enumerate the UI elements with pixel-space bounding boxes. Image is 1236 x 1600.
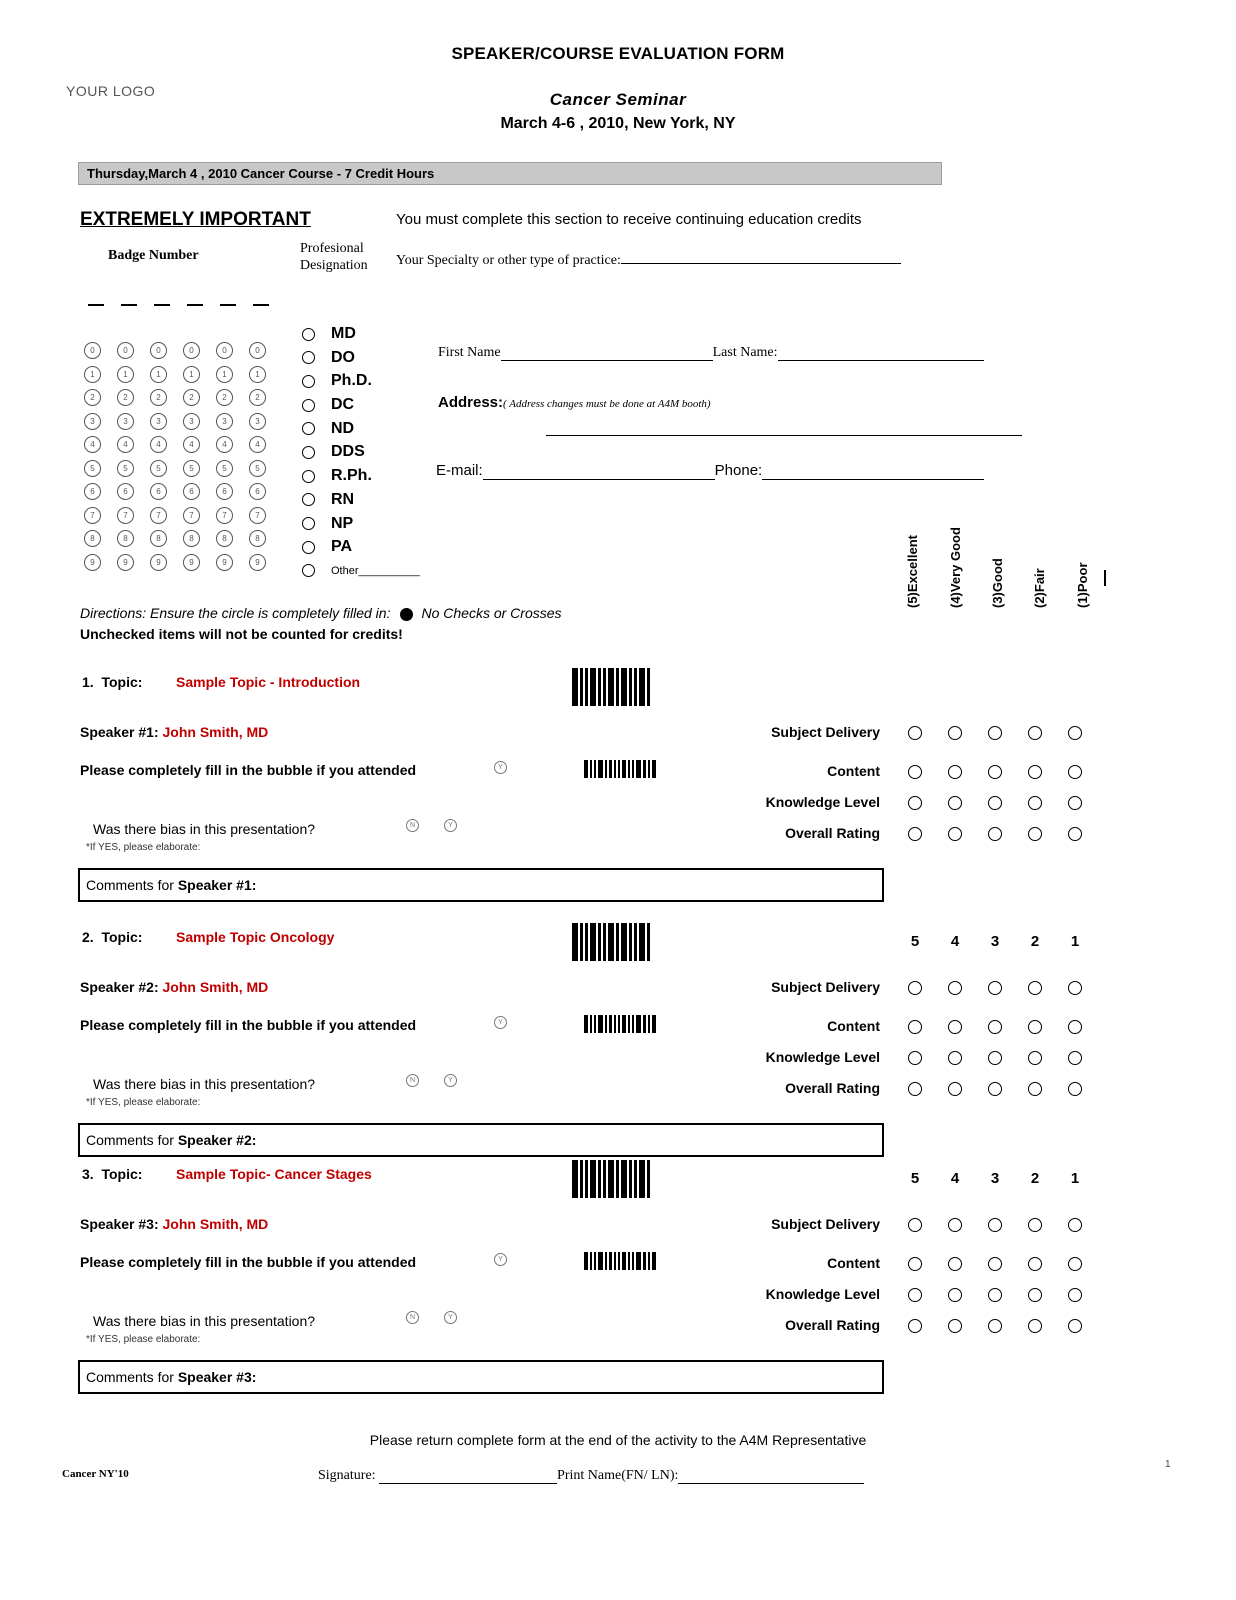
rating-row-label: Overall Rating bbox=[785, 1080, 880, 1096]
comments-box[interactable] bbox=[78, 1123, 884, 1157]
rating-bubble[interactable] bbox=[908, 796, 922, 810]
print-name-label: Print Name(FN/ LN): bbox=[557, 1468, 679, 1483]
designation-label: PA bbox=[331, 538, 353, 556]
rating-row-bubbles[interactable] bbox=[908, 1020, 1108, 1039]
rating-bubble[interactable] bbox=[988, 1319, 1002, 1333]
designation-label: DC bbox=[331, 396, 355, 414]
badge-digit-row bbox=[84, 340, 282, 364]
rating-row-bubbles[interactable] bbox=[908, 1082, 1108, 1101]
rating-number-row: 5 4 3 2 1 bbox=[910, 933, 1080, 950]
email-label: E-mail: bbox=[436, 462, 483, 479]
badge-digit-row bbox=[84, 364, 282, 388]
rating-bubble[interactable] bbox=[1068, 1051, 1082, 1065]
topic-title: Sample Topic Oncology bbox=[176, 929, 335, 945]
badge-digit-bubble[interactable]: 4 bbox=[150, 436, 167, 453]
badge-digit-bubble[interactable]: 1 bbox=[216, 366, 233, 383]
phone-input[interactable] bbox=[762, 467, 984, 480]
rating-row-label: Subject Delivery bbox=[771, 979, 880, 995]
directions-line-1 bbox=[80, 605, 562, 621]
topic-title: Sample Topic - Introduction bbox=[176, 674, 361, 690]
rating-bubble[interactable] bbox=[1028, 1051, 1042, 1065]
badge-dash bbox=[187, 304, 203, 306]
last-name-input[interactable] bbox=[778, 348, 984, 361]
bias-note: *If YES, please elaborate: bbox=[86, 1334, 201, 1345]
rating-row-bubbles[interactable] bbox=[908, 726, 1108, 745]
rating-bubble[interactable] bbox=[948, 827, 962, 841]
no-checks-text: No Checks or Crosses bbox=[421, 605, 562, 621]
prof-desig-line2: Designation bbox=[300, 258, 368, 273]
badge-digit-bubble[interactable]: 8 bbox=[150, 530, 167, 547]
badge-digit-bubble[interactable]: 1 bbox=[183, 366, 200, 383]
rating-bubble[interactable] bbox=[948, 981, 962, 995]
rating-row-label: Content bbox=[827, 1018, 880, 1034]
badge-digit-bubble[interactable]: 5 bbox=[216, 460, 233, 477]
designation-label: Other__________ bbox=[331, 564, 420, 577]
rating-bubble[interactable] bbox=[1068, 765, 1082, 779]
rating-bubble[interactable] bbox=[988, 796, 1002, 810]
badge-digit-bubble[interactable]: 2 bbox=[84, 389, 101, 406]
rating-bubble[interactable] bbox=[948, 1082, 962, 1096]
badge-digit-bubble[interactable]: 5 bbox=[84, 460, 101, 477]
speaker-line: Speaker #1: John Smith, MD bbox=[80, 724, 269, 740]
print-name-input[interactable] bbox=[678, 1471, 864, 1484]
comments-label: Comments for Speaker #3: bbox=[86, 1369, 257, 1385]
attended-yes-bubble[interactable]: Y bbox=[494, 1016, 507, 1029]
comments-box[interactable] bbox=[78, 868, 884, 902]
rating-row-bubbles[interactable] bbox=[908, 1319, 1108, 1338]
first-name-label: First Name bbox=[438, 345, 501, 360]
badge-digit-row bbox=[84, 387, 282, 411]
badge-digit-bubble[interactable]: 1 bbox=[249, 366, 266, 383]
rating-row-label: Knowledge Level bbox=[765, 1286, 880, 1302]
badge-digit-bubble[interactable]: 7 bbox=[84, 507, 101, 524]
designation-radio-icon[interactable] bbox=[302, 493, 315, 506]
badge-dash bbox=[154, 304, 170, 306]
signature-row bbox=[318, 1468, 864, 1484]
designation-option-pa[interactable] bbox=[302, 538, 420, 562]
badge-digit-bubble[interactable]: 0 bbox=[216, 342, 233, 359]
directions-text: Directions: Ensure the circle is completely filled in: bbox=[80, 605, 391, 621]
rating-bubble[interactable] bbox=[1028, 1288, 1042, 1302]
badge-digit-row bbox=[84, 458, 282, 482]
badge-digit-row bbox=[84, 505, 282, 529]
badge-digit-bubble[interactable]: 9 bbox=[84, 554, 101, 571]
badge-digit-bubble[interactable]: 5 bbox=[117, 460, 134, 477]
rating-bubble[interactable] bbox=[1068, 1218, 1082, 1232]
attended-yes-bubble[interactable]: Y bbox=[494, 761, 507, 774]
badge-digit-bubble[interactable]: 6 bbox=[150, 483, 167, 500]
phone-label: Phone: bbox=[714, 462, 763, 479]
badge-digit-bubble[interactable]: 8 bbox=[249, 530, 266, 547]
rating-row-label: Overall Rating bbox=[785, 1317, 880, 1333]
designation-radio-icon[interactable] bbox=[302, 517, 315, 530]
rating-row-bubbles[interactable] bbox=[908, 827, 1108, 846]
designation-label: NP bbox=[331, 514, 354, 532]
logo-placeholder: YOUR LOGO bbox=[66, 83, 156, 99]
rating-bubble[interactable] bbox=[908, 1020, 922, 1034]
badge-digit-bubble[interactable]: 0 bbox=[84, 342, 101, 359]
designation-option-phd[interactable] bbox=[302, 372, 420, 396]
rating-bubble[interactable] bbox=[948, 1051, 962, 1065]
course-code: Cancer NY'10 bbox=[62, 1468, 129, 1480]
bias-yes-bubble[interactable]: Y bbox=[444, 1074, 457, 1087]
rating-bubble[interactable] bbox=[908, 1288, 922, 1302]
designation-option-do[interactable] bbox=[302, 349, 420, 373]
evaluation-form-page: SPEAKER/COURSE EVALUATION FORM YOUR LOGO Cancer Seminar March 4-6 , 2010, New York, NY Thursday,March 4 , 2010 Cancer Course - 7 Credit Hours EXTREMELY IMPORTANT You must complete this section to receive continuing education credits Badge Number Profesional Designation Your Specialty or other type of practice: 0 0 0 0 0 0 1 1 1 1 1 1 2 2 2 2 2 2 3 3 3 3 3 3 4 4 4 4 4 4 5 5 5 5 5 5 6 6 6 6 6 6 7 7 7 7 7 7 8 8 8 8 8 8 9 9 9 9 9 9 MD DO Ph.D. DC ND DDS R.Ph. RN NP PA Other__________ First Name Last Name: Address:( Address changes must be done at A4M booth) E-mail: Phone: Directions: Ensure the circle is completely filled in: No Checks or Crosses Unchecked items will not be counted for credits! (5)Excellent (4)Very Good (3)Good (2)Fair (1)Poor 1. Topic: Sample Topic - Introduction Speaker #1: John Smith, MD Please completely fill in the bubble if you attended Y Was there bias in this presentation? *If YES, please elaborate: N Y Subject Delivery Content Knowledge Level Overall Rating Comments for Speaker #1: 2. Topic: Sample Topic Oncology Speaker #2: John Smith, MD Please completely fill in the bubble if you attended Y Was there bias in this presentation? *If YES, please elaborate: N Y 5 4 3 2 1 Subject Delivery Content Knowledge Level Overall Rating Comments for Speaker #2: 3. Topic: Sample Topic- Cancer Stages Speaker #3: John Smith, MD Please completely fill in the bubble if you attended Y Was there bias in this presentation? *If YES, please elaborate: N Y 5 4 3 2 1 Subject Delivery Content Knowledge Level Overall Rating Comments for Speaker #3: Please return complete form at the end of the activity to the A4M Representative Cancer NY'10 Signature: Print Name(FN/ LN): 1 bbox=[0, 0, 1236, 1600]
badge-number-bubble-grid[interactable] bbox=[84, 340, 282, 575]
rating-bubble[interactable] bbox=[1028, 765, 1042, 779]
rating-bubble[interactable] bbox=[988, 1288, 1002, 1302]
page-number: 1 bbox=[1165, 1459, 1171, 1470]
badge-digit-bubble[interactable]: 0 bbox=[117, 342, 134, 359]
designation-list[interactable] bbox=[302, 325, 420, 586]
rating-bubble[interactable] bbox=[908, 827, 922, 841]
designation-radio-icon[interactable] bbox=[302, 422, 315, 435]
rating-bubble[interactable] bbox=[1068, 827, 1082, 841]
badge-digit-bubble[interactable]: 6 bbox=[183, 483, 200, 500]
rating-bubble[interactable] bbox=[908, 1319, 922, 1333]
directions-line-2: Unchecked items will not be counted for credits! bbox=[80, 626, 403, 642]
attended-instruction: Please completely fill in the bubble if you attended bbox=[80, 1254, 417, 1270]
address-label: Address: bbox=[438, 394, 504, 411]
topic-number: 3. Topic: bbox=[82, 1166, 143, 1182]
rating-bubble[interactable] bbox=[1068, 1288, 1082, 1302]
rating-bubble[interactable] bbox=[988, 1051, 1002, 1065]
badge-digit-bubble[interactable]: 7 bbox=[249, 507, 266, 524]
badge-dash bbox=[88, 304, 104, 306]
badge-digit-bubble[interactable]: 5 bbox=[183, 460, 200, 477]
designation-option-nd[interactable] bbox=[302, 420, 420, 444]
rating-row-label: Overall Rating bbox=[785, 825, 880, 841]
rating-row-label: Content bbox=[827, 1255, 880, 1271]
rating-bubble[interactable] bbox=[948, 1218, 962, 1232]
rating-row-bubbles[interactable] bbox=[908, 796, 1108, 815]
bias-note: *If YES, please elaborate: bbox=[86, 842, 201, 853]
badge-digit-bubble[interactable]: 0 bbox=[249, 342, 266, 359]
badge-digit-bubble[interactable]: 7 bbox=[150, 507, 167, 524]
email-input[interactable] bbox=[483, 467, 715, 480]
rating-bubble[interactable] bbox=[948, 1319, 962, 1333]
first-name-input[interactable] bbox=[501, 348, 713, 361]
badge-digit-row bbox=[84, 552, 282, 576]
address-note: ( Address changes must be done at A4M booth) bbox=[503, 398, 711, 410]
topic-barcode bbox=[572, 1160, 652, 1198]
badge-dash bbox=[121, 304, 137, 306]
designation-label: MD bbox=[331, 325, 356, 342]
rating-row-bubbles[interactable] bbox=[908, 765, 1108, 784]
bias-yes-bubble[interactable]: Y bbox=[444, 1311, 457, 1324]
bias-question: Was there bias in this presentation? bbox=[93, 821, 316, 837]
rating-bubble[interactable] bbox=[1028, 1218, 1042, 1232]
designation-label: DO bbox=[331, 348, 355, 366]
badge-digit-bubble[interactable]: 4 bbox=[84, 436, 101, 453]
badge-digit-bubble[interactable]: 2 bbox=[183, 389, 200, 406]
topic-number: 2. Topic: bbox=[82, 929, 143, 945]
designation-label: Ph.D. bbox=[331, 372, 372, 390]
comments-box[interactable] bbox=[78, 1360, 884, 1394]
speaker-line: Speaker #2: John Smith, MD bbox=[80, 979, 269, 995]
address-input-row bbox=[546, 420, 1022, 436]
rating-row-label: Content bbox=[827, 763, 880, 779]
designation-option-rn[interactable] bbox=[302, 491, 420, 515]
rating-bubble[interactable] bbox=[908, 726, 922, 740]
speaker-line: Speaker #3: John Smith, MD bbox=[80, 1216, 269, 1232]
badge-number-dashes bbox=[88, 296, 286, 314]
rating-bubble[interactable] bbox=[988, 1218, 1002, 1232]
badge-digit-bubble[interactable]: 4 bbox=[216, 436, 233, 453]
badge-digit-bubble[interactable]: 6 bbox=[84, 483, 101, 500]
designation-radio-icon[interactable] bbox=[302, 541, 315, 554]
page-title: SPEAKER/COURSE EVALUATION FORM bbox=[451, 44, 785, 63]
badge-digit-row bbox=[84, 528, 282, 552]
address-input[interactable] bbox=[546, 423, 1022, 436]
badge-digit-bubble[interactable]: 9 bbox=[117, 554, 134, 571]
designation-option-dds[interactable] bbox=[302, 443, 420, 467]
rating-bubble[interactable] bbox=[1068, 796, 1082, 810]
badge-digit-bubble[interactable]: 0 bbox=[150, 342, 167, 359]
badge-digit-row bbox=[84, 434, 282, 458]
speaker-barcode bbox=[584, 1015, 658, 1033]
badge-digit-row bbox=[84, 481, 282, 505]
badge-digit-bubble[interactable]: 2 bbox=[150, 389, 167, 406]
designation-radio-icon[interactable] bbox=[302, 375, 315, 388]
rating-bubble[interactable] bbox=[988, 1020, 1002, 1034]
badge-digit-bubble[interactable]: 5 bbox=[150, 460, 167, 477]
badge-digit-bubble[interactable]: 3 bbox=[117, 413, 134, 430]
rating-row-label: Subject Delivery bbox=[771, 724, 880, 740]
rating-row-bubbles[interactable] bbox=[908, 981, 1108, 1000]
filled-bubble-example-icon bbox=[400, 608, 413, 621]
rating-bubble[interactable] bbox=[988, 1082, 1002, 1096]
badge-digit-bubble[interactable]: 2 bbox=[117, 389, 134, 406]
topic-barcode bbox=[572, 668, 652, 706]
badge-digit-bubble[interactable]: 8 bbox=[183, 530, 200, 547]
badge-digit-bubble[interactable]: 6 bbox=[117, 483, 134, 500]
badge-digit-bubble[interactable]: 7 bbox=[216, 507, 233, 524]
designation-label: R.Ph. bbox=[331, 467, 372, 485]
rating-bubble[interactable] bbox=[948, 1257, 962, 1271]
badge-digit-bubble[interactable]: 1 bbox=[84, 366, 101, 383]
rating-bubble[interactable] bbox=[988, 726, 1002, 740]
rating-bubble[interactable] bbox=[988, 981, 1002, 995]
rating-bubble[interactable] bbox=[1068, 981, 1082, 995]
rating-row-label: Knowledge Level bbox=[765, 1049, 880, 1065]
designation-label: RN bbox=[331, 490, 355, 508]
rating-bubble[interactable] bbox=[988, 827, 1002, 841]
rating-bubble[interactable] bbox=[1028, 981, 1042, 995]
rating-bubble[interactable] bbox=[988, 1257, 1002, 1271]
badge-digit-bubble[interactable]: 7 bbox=[183, 507, 200, 524]
rating-bubble[interactable] bbox=[908, 765, 922, 779]
rating-bubble[interactable] bbox=[948, 1020, 962, 1034]
rating-bubble[interactable] bbox=[1068, 1319, 1082, 1333]
badge-digit-bubble[interactable]: 0 bbox=[183, 342, 200, 359]
rating-bubble[interactable] bbox=[1028, 1020, 1042, 1034]
badge-digit-bubble[interactable]: 2 bbox=[216, 389, 233, 406]
rating-bubble[interactable] bbox=[1028, 1257, 1042, 1271]
designation-option-md[interactable] bbox=[302, 325, 420, 349]
badge-number-label: Badge Number bbox=[108, 248, 199, 263]
badge-digit-bubble[interactable]: 7 bbox=[117, 507, 134, 524]
badge-digit-bubble[interactable]: 3 bbox=[150, 413, 167, 430]
bias-question: Was there bias in this presentation? bbox=[93, 1076, 316, 1092]
comments-label: Comments for Speaker #1: bbox=[86, 877, 257, 893]
designation-option-other[interactable] bbox=[302, 562, 420, 586]
rating-bubble[interactable] bbox=[908, 1082, 922, 1096]
badge-digit-bubble[interactable]: 8 bbox=[216, 530, 233, 547]
rating-bubble[interactable] bbox=[1028, 1082, 1042, 1096]
designation-option-rph[interactable] bbox=[302, 467, 420, 491]
rating-bubble[interactable] bbox=[948, 796, 962, 810]
designation-radio-icon[interactable] bbox=[302, 399, 315, 412]
rating-bubble[interactable] bbox=[908, 1218, 922, 1232]
session-bar bbox=[78, 162, 942, 185]
bias-no-bubble[interactable]: N bbox=[406, 1311, 419, 1324]
specialty-field bbox=[396, 251, 901, 269]
extremely-important-heading: EXTREMELY IMPORTANT bbox=[80, 209, 311, 230]
stray-ink-mark bbox=[1104, 570, 1106, 586]
bias-no-bubble[interactable]: N bbox=[406, 1074, 419, 1087]
bias-no-bubble[interactable]: N bbox=[406, 819, 419, 832]
rating-bubble[interactable] bbox=[1068, 1257, 1082, 1271]
professional-designation-label bbox=[300, 240, 390, 274]
designation-option-np[interactable] bbox=[302, 515, 420, 539]
name-fields bbox=[438, 345, 984, 361]
badge-digit-bubble[interactable]: 3 bbox=[216, 413, 233, 430]
rating-bubble[interactable] bbox=[1028, 1319, 1042, 1333]
rating-bubble[interactable] bbox=[1028, 796, 1042, 810]
return-instruction: Please return complete form at the end of the activity to the A4M Representative bbox=[369, 1432, 867, 1448]
badge-digit-bubble[interactable]: 3 bbox=[183, 413, 200, 430]
designation-radio-icon[interactable] bbox=[302, 446, 315, 459]
rating-row-bubbles[interactable] bbox=[908, 1218, 1108, 1237]
designation-radio-icon[interactable] bbox=[302, 470, 315, 483]
rating-number-row: 5 4 3 2 1 bbox=[910, 1170, 1080, 1187]
comments-label: Comments for Speaker #2: bbox=[86, 1132, 257, 1148]
rating-bubble[interactable] bbox=[1028, 827, 1042, 841]
bias-yes-bubble[interactable]: Y bbox=[444, 819, 457, 832]
rating-bubble[interactable] bbox=[908, 981, 922, 995]
seminar-name: Cancer Seminar bbox=[549, 90, 687, 109]
rating-bubble[interactable] bbox=[1068, 1020, 1082, 1034]
badge-dash bbox=[220, 304, 236, 306]
badge-digit-row bbox=[84, 411, 282, 435]
attended-yes-bubble[interactable]: Y bbox=[494, 1253, 507, 1266]
topic-barcode bbox=[572, 923, 652, 961]
designation-radio-icon[interactable] bbox=[302, 351, 315, 364]
bias-question: Was there bias in this presentation? bbox=[93, 1313, 316, 1329]
designation-radio-icon[interactable] bbox=[302, 328, 315, 341]
specialty-label: Your Specialty or other type of practice: bbox=[396, 253, 621, 268]
rating-bubble[interactable] bbox=[988, 765, 1002, 779]
badge-digit-bubble[interactable]: 9 bbox=[183, 554, 200, 571]
rating-bubble[interactable] bbox=[948, 726, 962, 740]
topic-number: 1. Topic: bbox=[82, 674, 143, 690]
specialty-input-line[interactable] bbox=[621, 251, 901, 264]
last-name-label: Last Name: bbox=[712, 345, 778, 360]
designation-label: ND bbox=[331, 419, 355, 437]
badge-digit-bubble[interactable]: 8 bbox=[84, 530, 101, 547]
designation-radio-icon[interactable] bbox=[302, 564, 315, 577]
badge-dash bbox=[253, 304, 269, 306]
badge-digit-bubble[interactable]: 4 bbox=[249, 436, 266, 453]
badge-digit-bubble[interactable]: 9 bbox=[150, 554, 167, 571]
speaker-barcode bbox=[584, 760, 658, 778]
session-bar-label: Thursday,March 4 , 2010 Cancer Course - 7 Credit Hours bbox=[87, 166, 435, 181]
signature-label: Signature: bbox=[318, 1468, 380, 1483]
prof-desig-line1: Profesional bbox=[300, 241, 364, 256]
seminar-date: March 4-6 , 2010, New York, NY bbox=[500, 115, 736, 132]
badge-digit-bubble[interactable]: 3 bbox=[249, 413, 266, 430]
rating-bubble[interactable] bbox=[1028, 726, 1042, 740]
badge-digit-bubble[interactable]: 6 bbox=[249, 483, 266, 500]
badge-digit-bubble[interactable]: 1 bbox=[150, 366, 167, 383]
rating-bubble[interactable] bbox=[948, 1288, 962, 1302]
attended-instruction: Please completely fill in the bubble if you attended bbox=[80, 762, 417, 778]
rating-row-bubbles[interactable] bbox=[908, 1288, 1108, 1307]
rating-row-label: Knowledge Level bbox=[765, 794, 880, 810]
signature-input[interactable] bbox=[379, 1471, 557, 1484]
completion-instruction: You must complete this section to receive continuing education credits bbox=[396, 211, 862, 228]
topic-title: Sample Topic- Cancer Stages bbox=[176, 1166, 372, 1182]
designation-label: DDS bbox=[331, 443, 365, 461]
rating-bubble[interactable] bbox=[908, 1051, 922, 1065]
speaker-barcode bbox=[584, 1252, 658, 1270]
email-phone-row bbox=[436, 462, 984, 480]
attended-instruction: Please completely fill in the bubble if you attended bbox=[80, 1017, 417, 1033]
rating-bubble[interactable] bbox=[948, 765, 962, 779]
badge-digit-bubble[interactable]: 3 bbox=[84, 413, 101, 430]
rating-row-bubbles[interactable] bbox=[908, 1257, 1108, 1276]
rating-bubble[interactable] bbox=[1068, 1082, 1082, 1096]
badge-digit-bubble[interactable]: 5 bbox=[249, 460, 266, 477]
badge-digit-bubble[interactable]: 9 bbox=[249, 554, 266, 571]
badge-digit-bubble[interactable]: 4 bbox=[183, 436, 200, 453]
badge-digit-bubble[interactable]: 2 bbox=[249, 389, 266, 406]
rating-bubble[interactable] bbox=[1068, 726, 1082, 740]
badge-digit-bubble[interactable]: 1 bbox=[117, 366, 134, 383]
rating-row-bubbles[interactable] bbox=[908, 1051, 1108, 1070]
rating-row-label: Subject Delivery bbox=[771, 1216, 880, 1232]
bias-note: *If YES, please elaborate: bbox=[86, 1097, 201, 1108]
badge-digit-bubble[interactable]: 4 bbox=[117, 436, 134, 453]
address-field bbox=[438, 394, 711, 412]
designation-option-dc[interactable] bbox=[302, 396, 420, 420]
badge-digit-bubble[interactable]: 8 bbox=[117, 530, 134, 547]
badge-digit-bubble[interactable]: 9 bbox=[216, 554, 233, 571]
rating-bubble[interactable] bbox=[908, 1257, 922, 1271]
badge-digit-bubble[interactable]: 6 bbox=[216, 483, 233, 500]
